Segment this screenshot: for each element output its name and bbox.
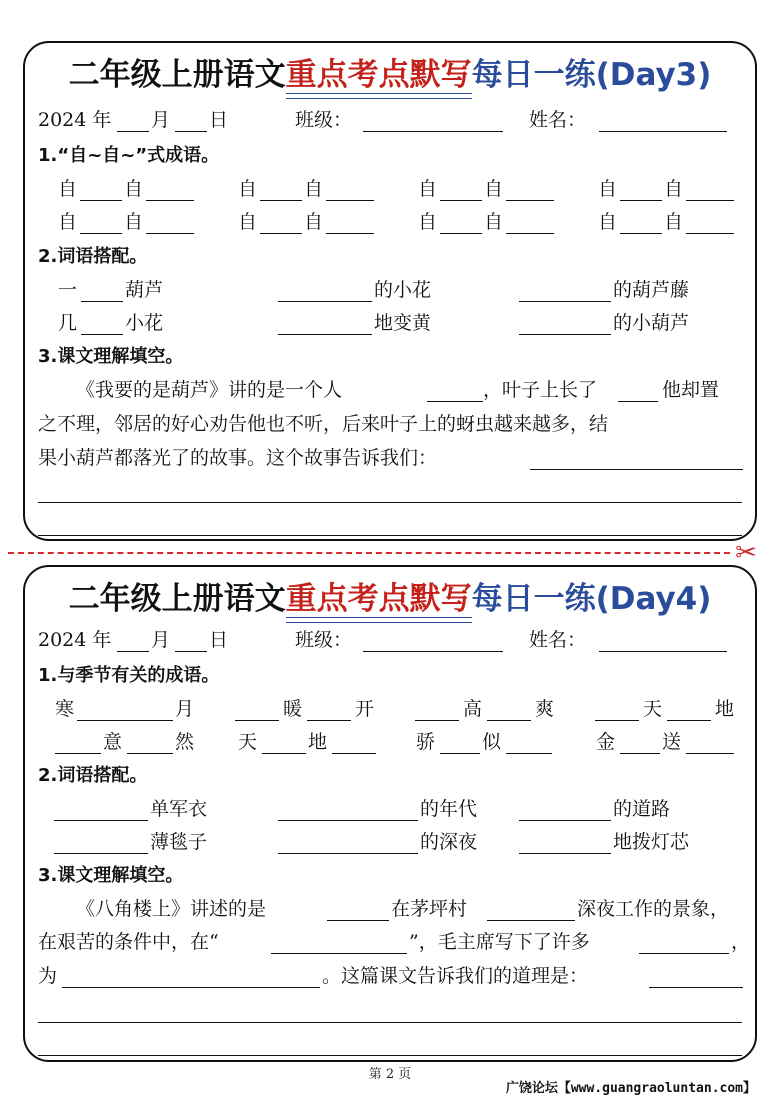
zi-blank[interactable]: [80, 233, 122, 234]
zi-blank[interactable]: [260, 233, 302, 234]
pairing-text: 的小葫芦: [613, 312, 690, 334]
idiom-blank[interactable]: [332, 753, 376, 754]
zi-blank[interactable]: [80, 200, 122, 201]
class-blank[interactable]: [363, 131, 503, 132]
zi-blank[interactable]: [260, 200, 302, 201]
zi-blank[interactable]: [506, 233, 554, 234]
idiom-char: 金: [596, 731, 616, 753]
footer-source: 广饶论坛【www.guangraoluntan.com】: [505, 1081, 756, 1096]
passage-text: 之不理，邻居的好心劝告他也不听，后来叶子上的蚜虫越来越多，结: [38, 413, 609, 435]
zi-char: 自: [304, 178, 324, 200]
title-daily: 每日一练(Day4): [471, 581, 712, 617]
section2-heading: 2.词语搭配。: [38, 765, 148, 786]
idiom-blank[interactable]: [415, 720, 459, 721]
pairing-blank[interactable]: [519, 820, 611, 821]
passage-blank[interactable]: [427, 401, 483, 402]
idiom-char: 然: [175, 731, 195, 753]
pairing-text: 的年代: [420, 798, 478, 820]
idiom-blank[interactable]: [77, 720, 173, 721]
passage-text: 在茅坪村: [391, 898, 468, 920]
idiom-blank[interactable]: [262, 753, 306, 754]
zi-char: 自: [484, 178, 504, 200]
passage-text: 《我要的是葫芦》讲的是一个人: [76, 379, 343, 401]
passage-line-3: [25, 443, 755, 473]
zi-blank[interactable]: [620, 233, 662, 234]
section2-heading: 2.词语搭配。: [38, 246, 148, 267]
pairing-text: 葫芦: [125, 279, 164, 301]
zi-blank[interactable]: [440, 233, 482, 234]
idiom-char: 开: [355, 698, 375, 720]
passage-blank[interactable]: [618, 401, 658, 402]
zi-char: 自: [484, 211, 504, 233]
date-row: [25, 105, 755, 135]
passage-text: ，叶子上长了: [483, 379, 598, 401]
idiom-blank[interactable]: [307, 720, 351, 721]
pairing-blank[interactable]: [278, 301, 372, 302]
zi-char: 自: [58, 178, 78, 200]
idiom-blank[interactable]: [620, 753, 660, 754]
year-label: 2024 年: [38, 109, 112, 131]
pairing-row-1: [25, 794, 755, 824]
date-row: [25, 625, 755, 655]
idiom-blank[interactable]: [667, 720, 711, 721]
passage-text: 在艰苦的条件中，在“: [38, 931, 219, 953]
class-label: 班级：: [295, 629, 353, 651]
zi-row-1: [25, 174, 755, 204]
pairing-row-2: [25, 827, 755, 857]
idiom-char: 暖: [283, 698, 303, 720]
zi-char: 自: [124, 178, 144, 200]
idiom-blank[interactable]: [487, 720, 531, 721]
answer-line[interactable]: [38, 1022, 742, 1023]
idiom-char: 地: [715, 698, 735, 720]
idiom-char: 意: [103, 731, 123, 753]
passage-line-1: [25, 894, 755, 924]
idiom-char: 天: [643, 698, 663, 720]
pairing-blank[interactable]: [278, 334, 372, 335]
zi-row-2: [25, 207, 755, 237]
idiom-row-1: [25, 694, 755, 724]
title-grade: 二年级上册语文: [68, 57, 286, 93]
passage-text: 为: [38, 965, 58, 987]
year-label: 2024 年: [38, 629, 112, 651]
passage-text: 。这篇课文告诉我们的道理是：: [322, 965, 589, 987]
zi-char: 自: [58, 211, 78, 233]
section1-heading: 1.“自~自~”式成语。: [38, 145, 220, 166]
pairing-text: 小花: [125, 312, 164, 334]
pairing-text: 的小花: [374, 279, 432, 301]
title-grade: 二年级上册语文: [68, 581, 286, 617]
zi-blank[interactable]: [146, 233, 194, 234]
pairing-blank[interactable]: [54, 820, 148, 821]
idiom-blank[interactable]: [686, 753, 734, 754]
title-highlight: 重点考点默写: [286, 53, 472, 97]
idiom-row-2: [25, 727, 755, 757]
pairing-blank[interactable]: [278, 853, 418, 854]
zi-char: 自: [664, 178, 684, 200]
passage-text: 深夜工作的景象，: [577, 898, 730, 920]
pairing-blank[interactable]: [519, 853, 611, 854]
pairing-row-2: [25, 308, 755, 338]
idiom-char: 寒: [55, 698, 75, 720]
worksheet-day3: [23, 41, 757, 541]
day-blank[interactable]: [175, 651, 207, 652]
zi-blank[interactable]: [686, 200, 734, 201]
zi-char: 自: [598, 178, 618, 200]
answer-line[interactable]: [38, 502, 742, 503]
section1-heading: 1.与季节有关的成语。: [38, 665, 220, 686]
title-daily: 每日一练(Day3): [471, 57, 712, 93]
passage-text: 果小葫芦都落光了的故事。这个故事告诉我们：: [38, 447, 438, 469]
pairing-text: 的葫芦藤: [613, 279, 690, 301]
passage-blank[interactable]: [649, 987, 743, 988]
idiom-blank[interactable]: [235, 720, 279, 721]
pairing-blank[interactable]: [81, 334, 123, 335]
zi-blank[interactable]: [326, 233, 374, 234]
day-blank[interactable]: [175, 131, 207, 132]
title-highlight: 重点考点默写: [286, 577, 472, 621]
passage-blank[interactable]: [530, 469, 743, 470]
class-label: 班级：: [295, 109, 353, 131]
section3-heading: 3.课文理解填空。: [38, 346, 184, 367]
pairing-text: 的深夜: [420, 831, 478, 853]
idiom-blank[interactable]: [440, 753, 480, 754]
idiom-blank[interactable]: [506, 753, 552, 754]
idiom-char: 高: [463, 698, 483, 720]
passage-line-1: [25, 375, 755, 405]
day-label: 日: [209, 109, 229, 131]
answer-line[interactable]: [38, 1055, 742, 1056]
name-blank[interactable]: [599, 651, 727, 652]
pairing-text: 单军衣: [150, 798, 208, 820]
pairing-blank[interactable]: [81, 301, 123, 302]
pairing-text: 薄毯子: [150, 831, 208, 853]
name-label: 姓名：: [529, 109, 587, 131]
day-label: 日: [209, 629, 229, 651]
month-blank[interactable]: [117, 131, 149, 132]
idiom-blank[interactable]: [595, 720, 639, 721]
zi-char: 自: [238, 211, 258, 233]
title-day3: [25, 53, 755, 97]
pairing-text: 几: [58, 312, 78, 334]
pairing-blank[interactable]: [278, 820, 418, 821]
passage-line-3: [25, 961, 755, 991]
zi-char: 自: [664, 211, 684, 233]
passage-blank[interactable]: [639, 953, 729, 954]
idiom-char: 天: [238, 731, 258, 753]
answer-line[interactable]: [38, 535, 742, 536]
passage-text: ”，毛主席写下了许多: [409, 931, 590, 953]
cut-line: [8, 552, 730, 554]
pairing-text: 的道路: [613, 798, 671, 820]
scissors-icon: ✂: [735, 538, 757, 568]
worksheet-day4: [23, 565, 757, 1062]
passage-blank[interactable]: [487, 920, 575, 921]
page-number: 第 2 页: [368, 1067, 412, 1082]
section3-heading: 3.课文理解填空。: [38, 865, 184, 886]
zi-char: 自: [124, 211, 144, 233]
passage-text: 他却置: [662, 379, 720, 401]
month-label: 月: [151, 629, 171, 651]
title-day4: [25, 577, 755, 621]
passage-text: 《八角楼上》讲述的是: [76, 898, 267, 920]
passage-line-2: [25, 409, 755, 439]
idiom-char: 骄: [416, 731, 436, 753]
idiom-char: 爽: [535, 698, 555, 720]
class-blank[interactable]: [363, 651, 503, 652]
passage-blank[interactable]: [327, 920, 389, 921]
idiom-char: 送: [662, 731, 682, 753]
zi-char: 自: [418, 211, 438, 233]
pairing-row-1: [25, 275, 755, 305]
pairing-text: 一: [58, 279, 78, 301]
zi-blank[interactable]: [440, 200, 482, 201]
passage-line-2: [25, 927, 755, 957]
month-label: 月: [151, 109, 171, 131]
pairing-text: 地变黄: [374, 312, 432, 334]
month-blank[interactable]: [117, 651, 149, 652]
passage-text: ，: [731, 931, 751, 953]
zi-char: 自: [304, 211, 324, 233]
pairing-blank[interactable]: [519, 334, 611, 335]
zi-blank[interactable]: [146, 200, 194, 201]
idiom-char: 似: [482, 731, 502, 753]
idiom-blank[interactable]: [55, 753, 101, 754]
idiom-blank[interactable]: [127, 753, 173, 754]
pairing-blank[interactable]: [54, 853, 148, 854]
zi-blank[interactable]: [326, 200, 374, 201]
idiom-char: 地: [308, 731, 328, 753]
name-label: 姓名：: [529, 629, 587, 651]
idiom-char: 月: [175, 698, 195, 720]
zi-blank[interactable]: [620, 200, 662, 201]
zi-char: 自: [238, 178, 258, 200]
pairing-blank[interactable]: [519, 301, 611, 302]
passage-blank[interactable]: [62, 987, 320, 988]
zi-blank[interactable]: [506, 200, 554, 201]
zi-char: 自: [598, 211, 618, 233]
passage-blank[interactable]: [271, 953, 407, 954]
pairing-text: 地拨灯芯: [613, 831, 690, 853]
zi-char: 自: [418, 178, 438, 200]
zi-blank[interactable]: [686, 233, 734, 234]
name-blank[interactable]: [599, 131, 727, 132]
